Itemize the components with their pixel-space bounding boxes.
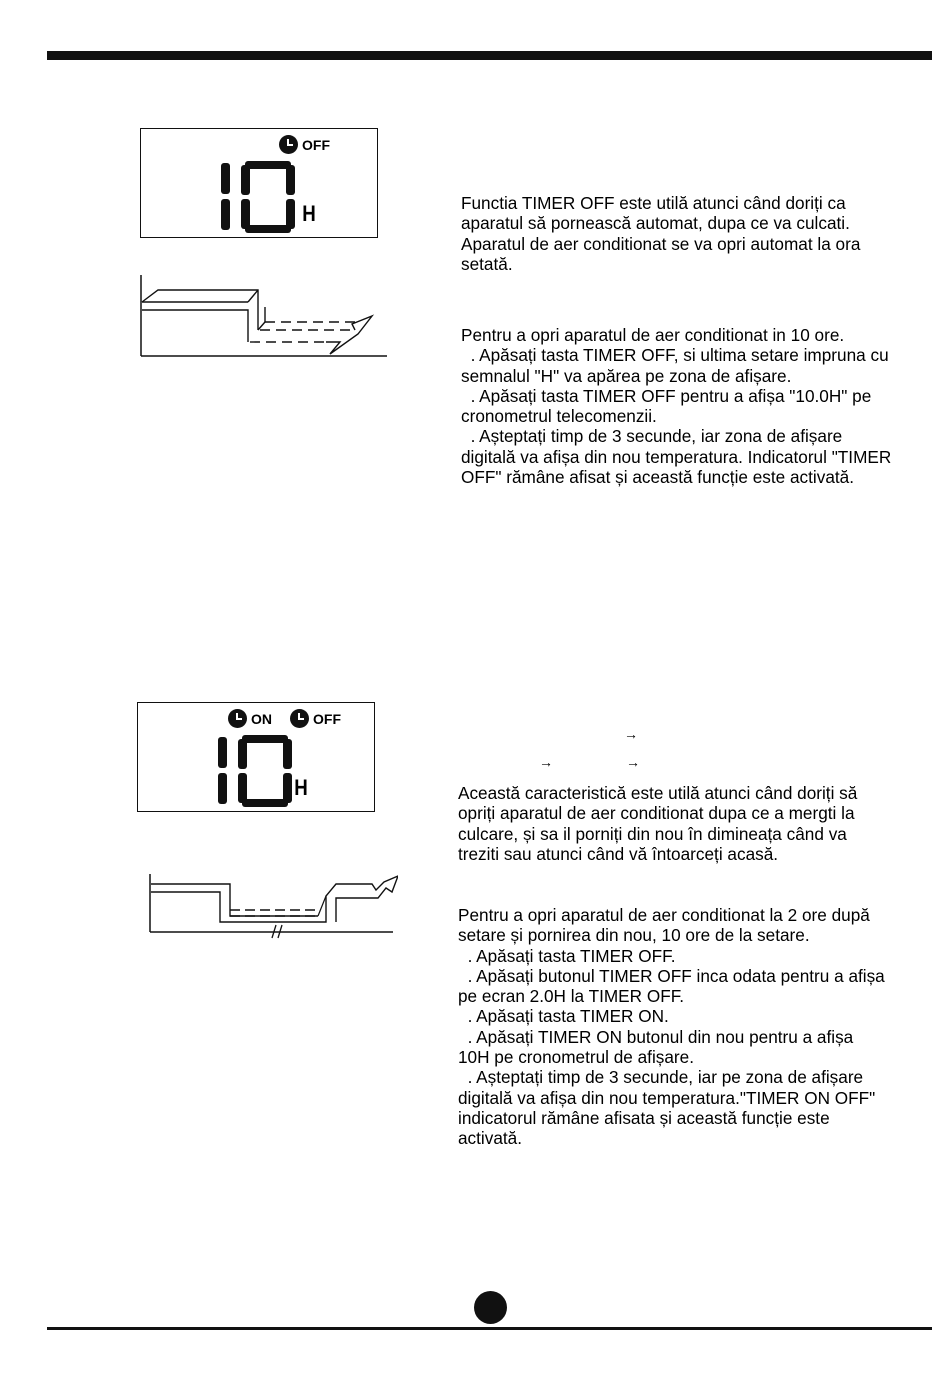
timer-off-diagram xyxy=(140,272,390,362)
bottom-rule xyxy=(47,1327,932,1330)
top-rule xyxy=(47,51,932,60)
timer-off-indicator xyxy=(290,709,341,728)
timer-on-off-description: Această caracteristică este utilă atunci când doriți să opriți aparatul de aer conditionat dupa ce a mergti la culcare, și sa il porniți din nou în dimineața când va treziti sau atunci când vă întoarceți acasă. xyxy=(458,783,858,864)
timer-off-description: Functia TIMER OFF este utilă atunci când doriți ca aparatul să pornească automat, dupa ce va culcati. Aparatul de aer conditionat se va opri automat la ora setată. xyxy=(461,193,861,274)
lcd-display-timer-off xyxy=(140,128,378,238)
seven-segment-digits xyxy=(210,735,305,807)
display-unit-h: H xyxy=(302,201,316,226)
arrow-1: → xyxy=(624,726,638,742)
indicator-off-label: OFF xyxy=(313,710,341,727)
clock-icon xyxy=(279,135,298,154)
indicator-on-label: ON xyxy=(251,710,272,727)
page-number-marker xyxy=(474,1291,507,1324)
timer-on-off-diagram xyxy=(148,870,398,942)
clock-icon xyxy=(228,709,247,728)
arrow-3: → xyxy=(626,754,640,770)
timer-off-indicator xyxy=(279,135,330,154)
timer-on-indicator xyxy=(228,709,272,728)
arrow-2: → xyxy=(539,754,553,770)
indicator-off-label: OFF xyxy=(302,136,330,153)
timer-off-steps: Pentru a opri aparatul de aer conditionat in 10 ore. . Apăsați tasta TIMER OFF, si ultima setare impruna cu semnalul "H" va apărea pe zona de afișare. . Apăsați tasta TIMER OFF pentru a afișa "10.0H" pe cronometrul telecomenzii. . Așteptați timp de 3 secunde, iar zona de afișare digitală va afișa din nou temperatura. Indicatorul "TIMER OFF" rămâne afisat și această funcție este activată. xyxy=(461,325,892,488)
display-unit-h: H xyxy=(294,775,308,800)
lcd-display-timer-on-off xyxy=(137,702,375,812)
seven-segment-digits xyxy=(213,161,308,233)
timer-on-off-steps: Pentru a opri aparatul de aer conditionat la 2 ore după setare și pornirea din nou, 10 ore de la setare. . Apăsați tasta TIMER OFF. . Apăsați butonul TIMER OFF inca odata pentru a afișa pe ecran 2.0H la TIMER OFF. . Apăsați tasta TIMER ON. . Apăsați TIMER ON butonul din nou pentru a afișa 10H pe cronometrul de afișare. . Așteptați timp de 3 secunde, iar pe zona de afișare digitală va afișa din nou temperatura."TIMER ON OFF" indicatorul rămâne afisata și această funcție este activată. xyxy=(458,905,885,1149)
clock-icon xyxy=(290,709,309,728)
